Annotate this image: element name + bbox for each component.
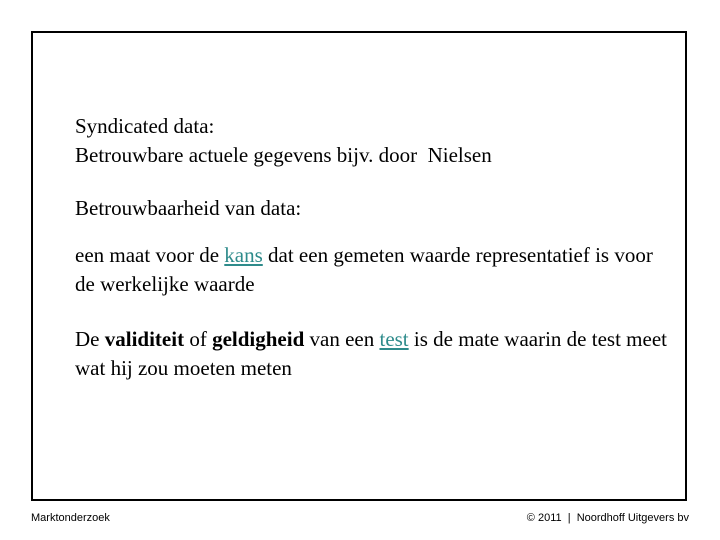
validity-term: validiteit	[104, 327, 185, 351]
validity-text-of: of	[184, 327, 213, 351]
validity-text-de: De	[75, 327, 105, 351]
reliability-text-before: een maat voor de	[75, 243, 225, 267]
slide-content	[75, 112, 675, 383]
reliability-definition	[75, 241, 675, 299]
syndicated-description: Betrouwbare actuele gegevens bijv. door Nielsen	[75, 143, 492, 167]
validity-text-van: van een	[304, 327, 380, 351]
test-link[interactable]: test	[379, 327, 409, 351]
footer-course-label: Marktonderzoek	[31, 512, 110, 524]
reliability-text-after: dat een gemeten waarde representatief is voor de werkelijke waarde	[75, 243, 653, 296]
kans-link[interactable]: kans	[224, 243, 263, 267]
geldigheid-term: geldigheid	[212, 327, 305, 351]
syndicated-title: Syndicated data:	[75, 114, 215, 138]
validity-text-after: is de mate waarin de test meet wat hij zou moeten meten	[75, 327, 667, 380]
validity-definition	[75, 325, 675, 383]
footer-copyright: © 2011 | Noordhoff Uitgevers bv	[526, 512, 689, 524]
reliability-heading: Betrouwbaarheid van data:	[75, 196, 302, 220]
